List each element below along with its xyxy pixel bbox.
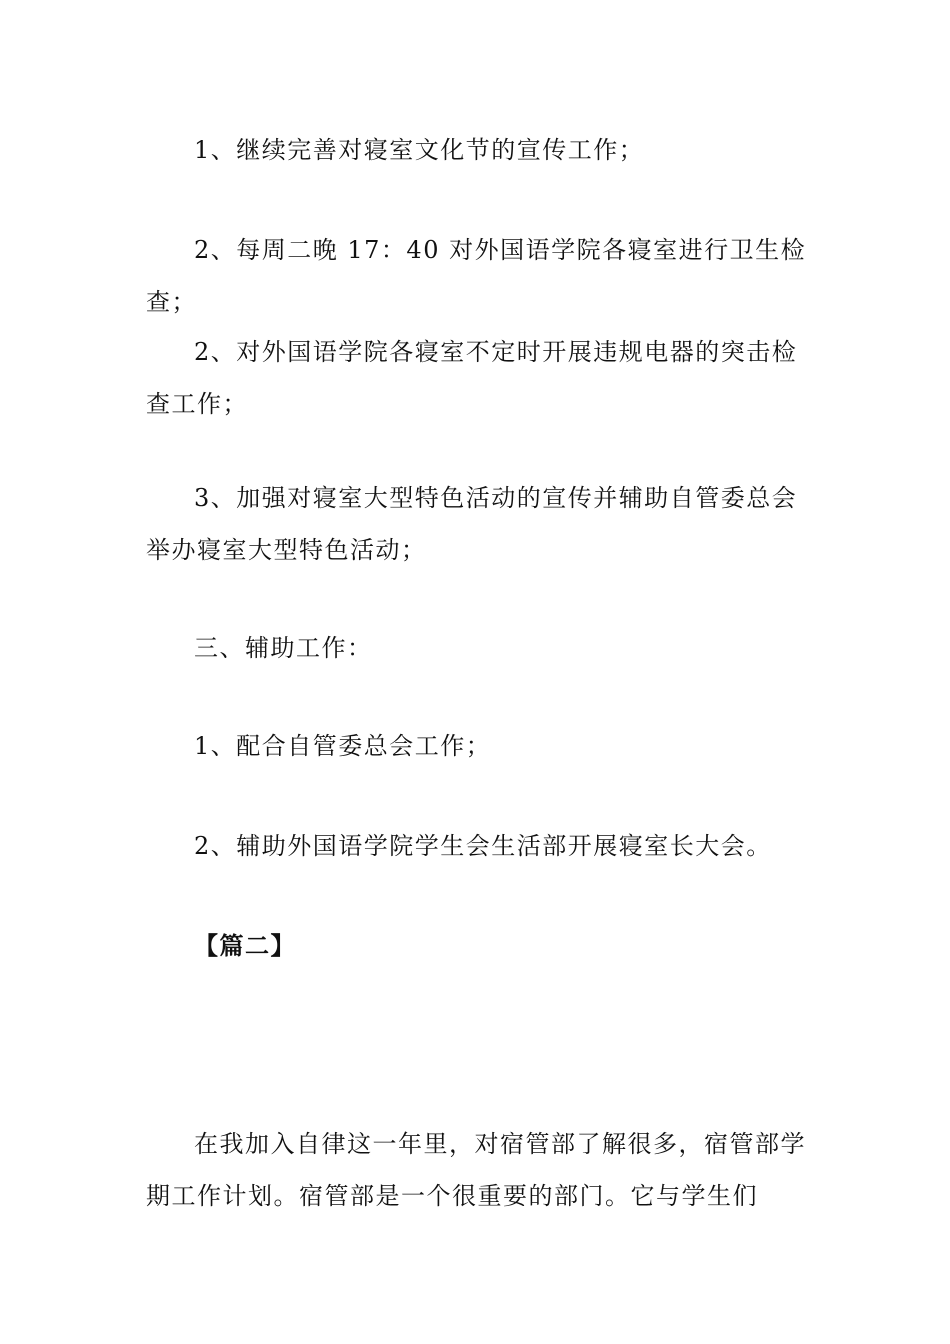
paragraph-item-5: 1、配合自管委总会工作； — [194, 732, 492, 760]
section-heading-part-two: 【篇二】 — [194, 931, 296, 960]
paragraph-item-4: 3、加强对寝室大型特色活动的宣传并辅助自管委总会举办寝室大型特色活动； — [146, 484, 798, 564]
body-paragraph: 在我加入自律这一年里，对宿管部了解很多，宿管部学期工作计划。宿管部是一个很重要的部门。它与学生们 — [146, 1130, 806, 1210]
paragraph-item-6: 2、辅助外国语学院学生会生活部开展寝室长大会。 — [194, 832, 772, 860]
paragraph-item-2: 2、每周二晚 17：40 对外国语学院各寝室进行卫生检查； — [146, 236, 807, 316]
paragraph-item-1: 1、继续完善对寝室文化节的宣传工作； — [194, 136, 645, 164]
paragraph-item-3: 2、对外国语学院各寝室不定时开展违规电器的突击检查工作； — [146, 338, 798, 418]
section-heading-assist: 三、辅助工作： — [194, 634, 373, 662]
